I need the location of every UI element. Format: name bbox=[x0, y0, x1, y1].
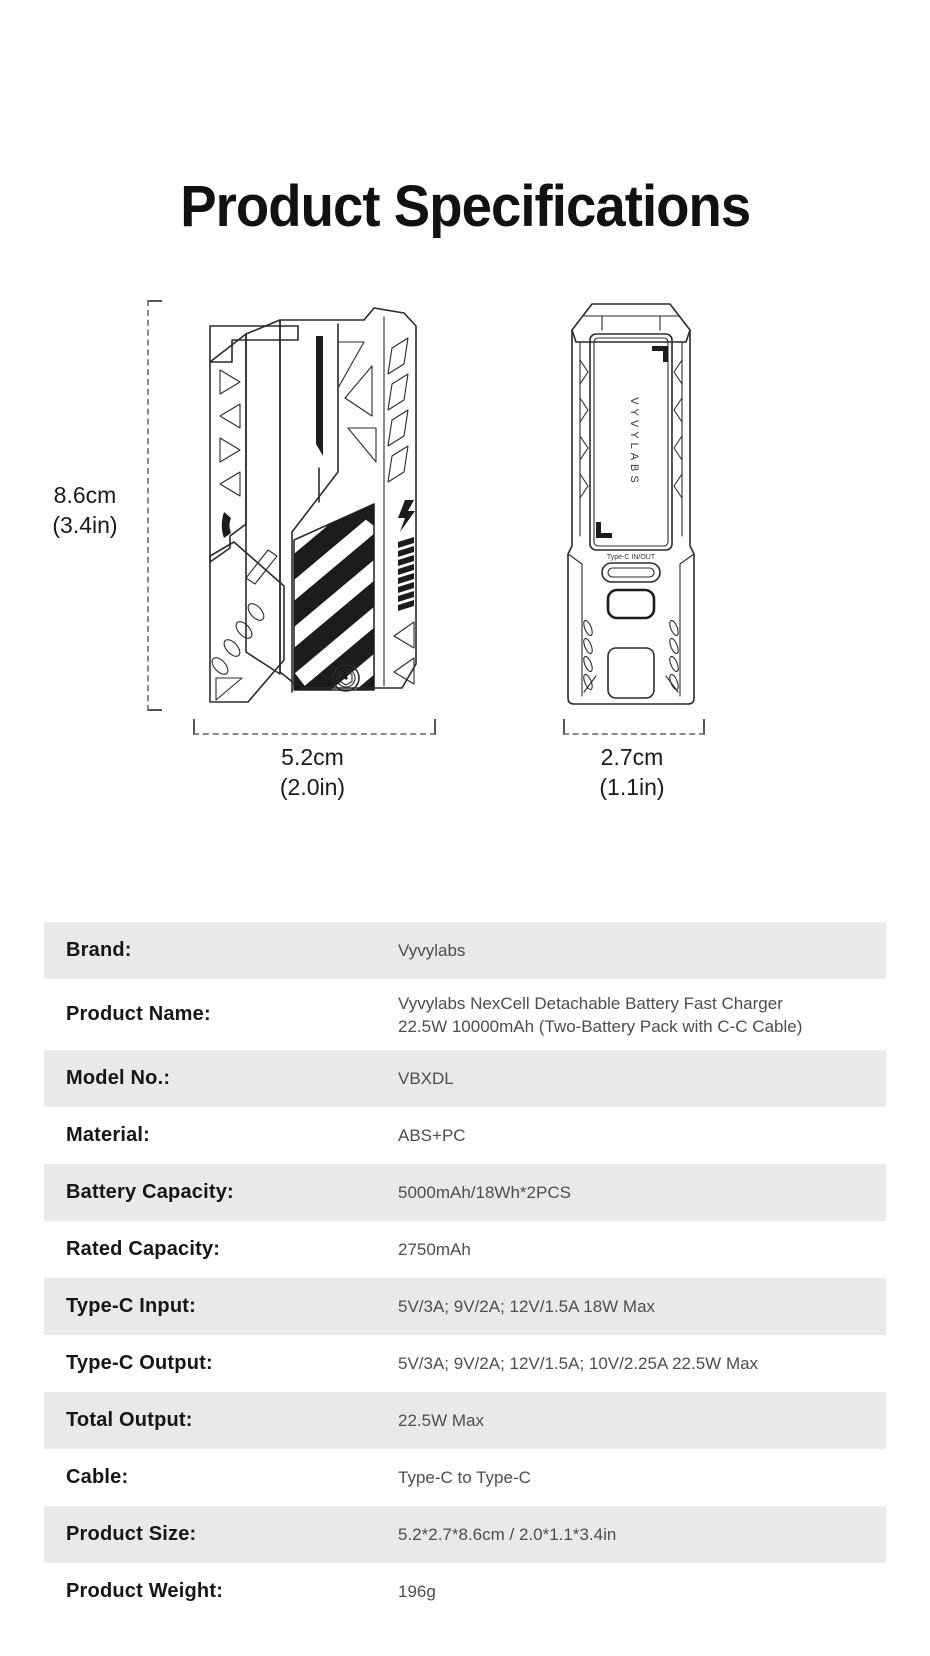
spec-value-line: Vyvylabs NexCell Detachable Battery Fast Charger bbox=[398, 993, 783, 1013]
width-cm: 5.2cm bbox=[281, 744, 344, 770]
corner-bracket-top-icon bbox=[652, 346, 668, 362]
spec-row-product-size bbox=[44, 1506, 886, 1563]
width-dimension-line bbox=[193, 719, 436, 735]
spec-label: Total Output: bbox=[66, 1409, 193, 1431]
spec-label: Material: bbox=[66, 1124, 151, 1146]
device-front-outline bbox=[188, 308, 432, 710]
device-side-outline bbox=[568, 304, 694, 704]
page-title-text: Product Specifications bbox=[179, 173, 751, 239]
power-button bbox=[608, 590, 654, 618]
hazard-stripes bbox=[188, 419, 432, 710]
spec-row-type-c-output bbox=[44, 1335, 886, 1392]
spec-value: Vyvylabs bbox=[398, 941, 466, 960]
vent-ovals bbox=[209, 601, 267, 677]
height-dimension-line bbox=[147, 300, 162, 711]
spec-label: Product Weight: bbox=[66, 1580, 224, 1602]
spec-value: 5000mAh/18Wh*2PCS bbox=[398, 1183, 571, 1202]
spec-row-type-c-input bbox=[44, 1278, 886, 1335]
vent-triangle-icon bbox=[220, 438, 240, 462]
spec-value: ABS+PC bbox=[398, 1126, 466, 1145]
spec-value: 5V/3A; 9V/2A; 12V/1.5A 18W Max bbox=[398, 1297, 656, 1316]
spec-row-battery-capacity bbox=[44, 1164, 886, 1221]
battery-gauge-dashes bbox=[398, 537, 414, 611]
height-cm: 8.6cm bbox=[53, 482, 117, 508]
spec-label: Rated Capacity: bbox=[66, 1238, 221, 1260]
depth-dimension-label bbox=[563, 742, 701, 803]
depth-cm: 2.7cm bbox=[600, 744, 664, 770]
spec-value: 5.2*2.7*8.6cm / 2.0*1.1*3.4in bbox=[398, 1525, 617, 1544]
screw-icon bbox=[333, 665, 359, 691]
spec-value: Type-C to Type-C bbox=[398, 1468, 531, 1487]
spec-row-material bbox=[44, 1107, 886, 1164]
spec-row-product-name bbox=[44, 979, 886, 1050]
spec-value bbox=[398, 992, 864, 1038]
spec-row-cable bbox=[44, 1449, 886, 1506]
spec-table bbox=[44, 922, 886, 1620]
spec-row-total-output bbox=[44, 1392, 886, 1449]
spec-value: 2750mAh bbox=[398, 1240, 471, 1259]
side-vent-ovals bbox=[582, 619, 680, 690]
depth-in: (1.1in) bbox=[599, 774, 665, 801]
port-label: Type-C IN/OUT bbox=[606, 554, 656, 561]
brand-vertical-text: VYVYLABS bbox=[628, 397, 640, 487]
spec-value: 22.5W Max bbox=[398, 1411, 484, 1430]
spec-row-brand bbox=[44, 922, 886, 979]
spec-label: Brand: bbox=[66, 939, 132, 961]
height-in: (3.4in) bbox=[52, 512, 118, 539]
depth-dimension-line bbox=[563, 719, 705, 735]
type-c-port bbox=[602, 563, 660, 582]
spec-label: Type-C Input: bbox=[66, 1295, 196, 1317]
spec-row-model-no bbox=[44, 1050, 886, 1107]
spec-row-rated-capacity bbox=[44, 1221, 886, 1278]
spec-value: 5V/3A; 9V/2A; 12V/1.5A; 10V/2.25A 22.5W Max bbox=[398, 1354, 759, 1373]
side-view-line-art bbox=[562, 296, 700, 710]
spec-label: Cable: bbox=[66, 1466, 129, 1488]
vent-triangle-icon bbox=[220, 404, 240, 428]
vent-triangle-icon bbox=[220, 370, 240, 394]
corner-bracket-bottom-icon bbox=[596, 522, 612, 538]
spec-value: 196g bbox=[398, 1582, 436, 1601]
spec-label: Battery Capacity: bbox=[66, 1181, 234, 1203]
front-view-line-art bbox=[188, 296, 432, 710]
width-dimension-label bbox=[193, 742, 432, 803]
bottom-cutout bbox=[608, 648, 654, 698]
lightning-bolt-icon bbox=[398, 500, 415, 532]
spec-value: VBXDL bbox=[398, 1069, 454, 1088]
spec-label: Model No.: bbox=[66, 1067, 171, 1089]
spec-label: Product Name: bbox=[66, 1003, 211, 1025]
page-title bbox=[0, 173, 930, 240]
spec-label: Product Size: bbox=[66, 1523, 197, 1545]
height-dimension-label bbox=[26, 480, 144, 541]
top-cap bbox=[572, 304, 690, 342]
vent-triangle-icon bbox=[220, 472, 240, 496]
spec-value-line: 22.5W 10000mAh (Two-Battery Pack with C-C Cable) bbox=[398, 1016, 803, 1036]
width-in: (2.0in) bbox=[279, 774, 346, 801]
spec-row-product-weight bbox=[44, 1563, 886, 1620]
spec-label: Type-C Output: bbox=[66, 1352, 213, 1374]
